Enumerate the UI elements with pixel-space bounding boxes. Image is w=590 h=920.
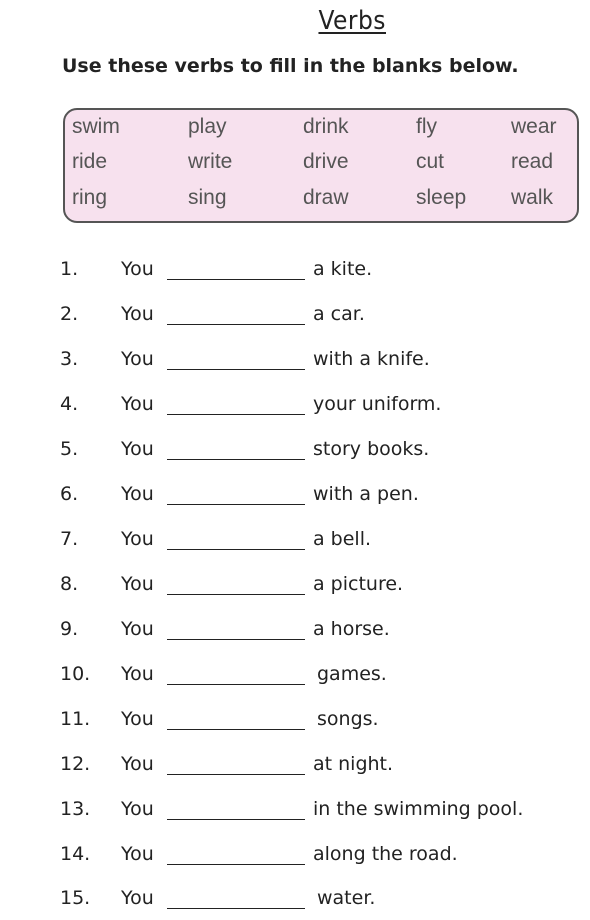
page-title-row	[0, 6, 590, 36]
word-bank-item: fly	[416, 115, 437, 138]
word-bank-item: drive	[303, 150, 349, 173]
exercise-number: 6.	[60, 483, 79, 505]
answer-blank[interactable]	[167, 594, 305, 595]
exercise-number: 15.	[60, 887, 91, 909]
exercise-number: 8.	[60, 573, 79, 595]
answer-blank[interactable]	[167, 279, 305, 280]
answer-blank[interactable]	[167, 414, 305, 415]
answer-blank[interactable]	[167, 729, 305, 730]
exercise-row	[0, 798, 590, 828]
exercise-text: at night.	[313, 753, 394, 775]
exercise-number: 2.	[60, 303, 79, 325]
exercise-text: along the road.	[313, 843, 458, 865]
exercise-number: 9.	[60, 618, 79, 640]
exercise-subject: You	[121, 753, 154, 775]
exercise-text: a car.	[313, 303, 365, 325]
answer-blank[interactable]	[167, 684, 305, 685]
word-bank-item: swim	[72, 115, 120, 138]
word-bank-item: read	[511, 150, 554, 173]
exercise-subject: You	[121, 663, 154, 685]
word-bank-item: drink	[303, 115, 349, 138]
exercise-subject: You	[121, 528, 154, 550]
word-bank-item: sing	[188, 186, 227, 209]
exercise-number: 4.	[60, 393, 79, 415]
answer-blank[interactable]	[167, 504, 305, 505]
answer-blank[interactable]	[167, 459, 305, 460]
exercise-text: your uniform.	[313, 393, 442, 415]
word-bank-item: play	[188, 115, 227, 138]
exercise-row	[0, 618, 590, 648]
answer-blank[interactable]	[167, 324, 305, 325]
word-bank-item: ring	[72, 186, 108, 209]
exercise-text: songs.	[317, 708, 379, 730]
exercise-text: a horse.	[313, 618, 390, 640]
answer-blank[interactable]	[167, 864, 305, 865]
exercise-subject: You	[121, 483, 154, 505]
exercise-text: a picture.	[313, 573, 404, 595]
exercise-subject: You	[121, 618, 154, 640]
exercise-subject: You	[121, 887, 154, 909]
instruction: Use these verbs to fill in the blanks below.	[62, 55, 519, 77]
exercise-subject: You	[121, 348, 154, 370]
exercise-text: water.	[317, 887, 376, 909]
exercise-text: a kite.	[313, 258, 373, 280]
exercise-row	[0, 303, 590, 333]
exercise-subject: You	[121, 798, 154, 820]
exercise-text: story books.	[313, 438, 430, 460]
exercise-row	[0, 528, 590, 558]
exercise-row	[0, 708, 590, 738]
exercise-number: 1.	[60, 258, 79, 280]
exercise-number: 14.	[60, 843, 91, 865]
exercise-row	[0, 348, 590, 378]
exercise-text: in the swimming pool.	[313, 798, 524, 820]
exercise-subject: You	[121, 573, 154, 595]
exercise-text: games.	[317, 663, 387, 685]
answer-blank[interactable]	[167, 549, 305, 550]
exercise-row	[0, 663, 590, 693]
exercise-row	[0, 887, 590, 917]
answer-blank[interactable]	[167, 369, 305, 370]
exercise-row	[0, 438, 590, 468]
word-bank	[63, 108, 579, 223]
word-bank-item: draw	[303, 186, 349, 209]
exercise-row	[0, 483, 590, 513]
exercise-subject: You	[121, 708, 154, 730]
answer-blank[interactable]	[167, 639, 305, 640]
exercise-row	[0, 753, 590, 783]
exercise-text: with a knife.	[313, 348, 430, 370]
exercise-subject: You	[121, 843, 154, 865]
exercise-subject: You	[121, 393, 154, 415]
exercise-subject: You	[121, 438, 154, 460]
exercise-number: 10.	[60, 663, 91, 685]
answer-blank[interactable]	[167, 819, 305, 820]
word-bank-item: cut	[416, 150, 445, 173]
word-bank-item: walk	[511, 186, 554, 209]
word-bank-item: wear	[511, 115, 557, 138]
page-title: Verbs	[318, 6, 386, 36]
exercise-text: with a pen.	[313, 483, 419, 505]
exercise-subject: You	[121, 258, 154, 280]
word-bank-item: sleep	[416, 186, 467, 209]
exercise-number: 5.	[60, 438, 79, 460]
word-bank-item: write	[188, 150, 233, 173]
exercise-number: 11.	[60, 708, 91, 730]
exercise-number: 13.	[60, 798, 91, 820]
exercise-number: 3.	[60, 348, 79, 370]
exercise-subject: You	[121, 303, 154, 325]
exercise-text: a bell.	[313, 528, 372, 550]
exercise-row	[0, 258, 590, 288]
exercise-number: 7.	[60, 528, 79, 550]
answer-blank[interactable]	[167, 774, 305, 775]
exercise-row	[0, 393, 590, 423]
exercise-row	[0, 573, 590, 603]
exercise-number: 12.	[60, 753, 91, 775]
answer-blank[interactable]	[167, 908, 305, 909]
exercise-row	[0, 843, 590, 873]
word-bank-item: ride	[72, 150, 108, 173]
